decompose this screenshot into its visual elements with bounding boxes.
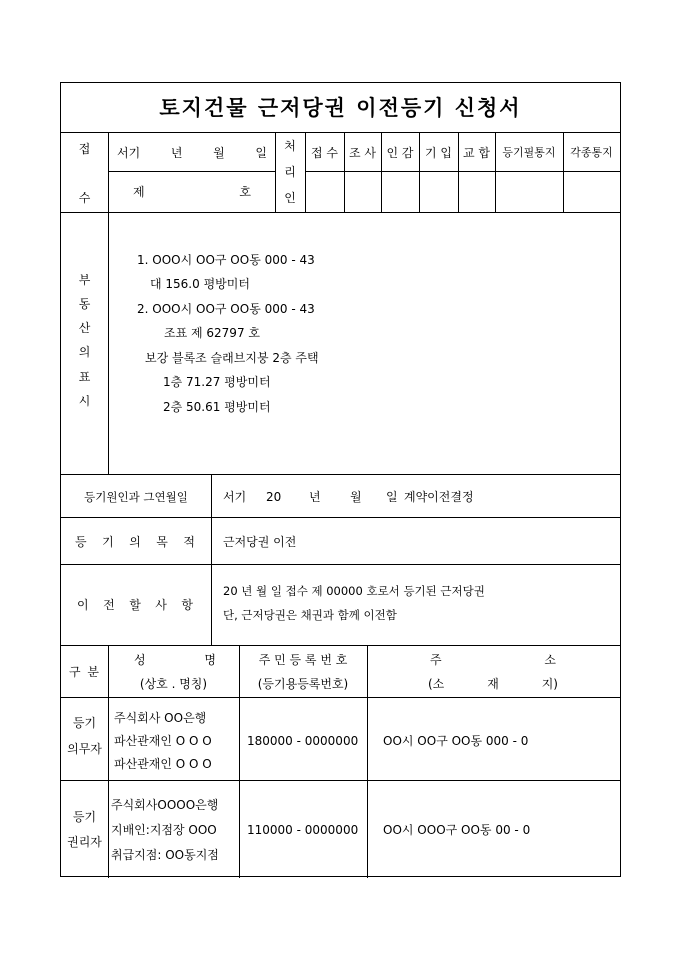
divider [61,132,620,133]
transfer-label-char: 할 [129,598,141,612]
purpose-label-char: 적 [183,535,195,549]
obligee-regno: 110000 - 0000000 [247,823,359,837]
obligor-regno: 180000 - 0000000 [247,734,359,748]
regno-header-sub: (등기용등록번호) [257,677,349,691]
transfer-label [77,598,193,612]
divider [211,474,212,645]
column-inspection: 조 사 [349,146,376,160]
transfer-label-char: 전 [103,598,115,612]
divider [367,645,368,878]
address-header-sub-part: 지) [541,677,558,691]
column-seal: 인 감 [386,146,414,160]
divider [344,132,345,212]
purpose-label-char: 의 [129,535,141,549]
divider [495,132,496,212]
address-header-sub [428,677,558,691]
property-label-3: 산 [78,321,91,335]
obligee-kind-1: 등기 [72,810,97,824]
regno-header: 주 민 등 록 번 호 [258,653,348,667]
purpose-label [75,535,195,549]
property-label-6: 시 [78,394,91,408]
divider [381,132,382,212]
reception-date-month: 월 [213,146,225,160]
property-line: 1층 71.27 평방미터 [163,375,271,389]
processor-label-3: 인 [284,191,296,205]
obligor-name-2: 파산관재인 O O O [114,734,212,748]
divider [419,132,420,212]
obligee-name-2: 지배인:지점장 OOO [111,823,217,837]
divider [61,564,620,565]
cause-year-label: 년 [309,490,321,504]
transfer-label-char: 항 [181,598,193,612]
property-line: 2. OOO시 OO구 OO동 000 - 43 [137,302,315,316]
property-label-2: 동 [78,297,91,311]
divider [61,645,620,646]
name-header-sub: (상호 . 명칭) [139,677,208,691]
name-header [134,653,216,667]
property-label-1: 부 [78,273,91,287]
cause-reason: 계약이전결정 [404,490,474,504]
kind-header-char: 분 [87,665,99,679]
purpose-label-char: 기 [102,535,114,549]
divider [108,132,109,474]
transfer-line-2: 단, 근저당권은 채권과 함께 이전함 [223,608,397,622]
divider [108,171,275,172]
property-line: 대 156.0 평방미터 [150,277,250,291]
reception-label-top: 접 [78,142,91,156]
obligee-kind-2: 권리자 [67,835,102,849]
cause-day-label: 일 [386,490,398,504]
obligee-name-1: 주식회사OOOO은행 [111,798,219,812]
property-line: 1. OOO시 OO구 OO동 000 - 43 [137,253,315,267]
reception-number-suffix: 호 [239,185,251,199]
divider [305,171,620,172]
column-various-notice: 각종통지 [570,146,613,159]
divider [61,780,620,781]
property-line: 2층 50.61 평방미터 [163,400,271,414]
transfer-label-char: 사 [155,598,167,612]
obligee-address: OO시 OOO구 OO동 00 - 0 [383,823,531,837]
purpose-label-char: 등 [75,535,87,549]
purpose-label-char: 목 [156,535,168,549]
reception-label-bottom: 수 [78,191,91,205]
transfer-line-1: 20 년 월 일 접수 제 00000 호로서 등기된 근저당권 [223,584,485,598]
kind-header [69,665,99,679]
column-completion-notice: 등기필통지 [502,146,556,159]
obligor-kind-1: 등기 [72,716,97,730]
cause-era: 서기 [223,490,247,504]
column-entry: 기 입 [425,146,452,160]
obligee-name-3: 취급지점: OO동지점 [111,848,219,862]
property-label-5: 표 [78,370,91,384]
cause-month-label: 월 [350,490,362,504]
divider [61,474,620,475]
address-header-char: 소 [544,653,556,667]
reception-number [133,185,251,199]
form-title: 토지건물 근저당권 이전등기 신청서 [159,96,522,120]
address-header-sub-part: (소 [428,677,445,691]
divider [305,132,306,212]
application-form [60,82,621,877]
reception-date-era: 서기 [117,146,141,160]
purpose-value: 근저당권 이전 [223,535,297,549]
address-header [430,653,556,667]
obligor-name-3: 파산관재인 O O O [114,757,212,771]
address-header-sub-part: 재 [487,677,499,691]
name-header-char: 명 [204,653,216,667]
kind-header-char: 구 [69,665,81,679]
processor-label-1: 처 [284,139,296,153]
reception-date-year: 년 [170,146,183,160]
divider [458,132,459,212]
reception-date-day: 일 [255,146,267,160]
column-collation: 교 합 [463,146,490,160]
transfer-label-char: 이 [77,598,89,612]
property-label-4: 의 [78,345,91,359]
property-line: 보강 블록조 슬래브지붕 2층 주택 [145,351,319,365]
cause-year: 20 [266,490,282,504]
obligor-address: OO시 OO구 OO동 000 - 0 [383,734,529,748]
divider [61,212,620,213]
processor-label-2: 리 [284,165,296,179]
cause-label: 등기원인과 그연월일 [84,490,188,504]
reception-date [117,146,267,160]
divider [61,697,620,698]
obligor-name-1: 주식회사 OO은행 [114,711,207,725]
column-reception: 접 수 [311,146,338,160]
name-header-char: 성 [134,653,146,667]
divider [563,132,564,212]
reception-number-prefix: 제 [133,185,145,199]
property-line: 조표 제 62797 호 [164,326,260,340]
obligor-kind-2: 의무자 [67,742,102,756]
address-header-char: 주 [430,653,442,667]
divider [61,517,620,518]
